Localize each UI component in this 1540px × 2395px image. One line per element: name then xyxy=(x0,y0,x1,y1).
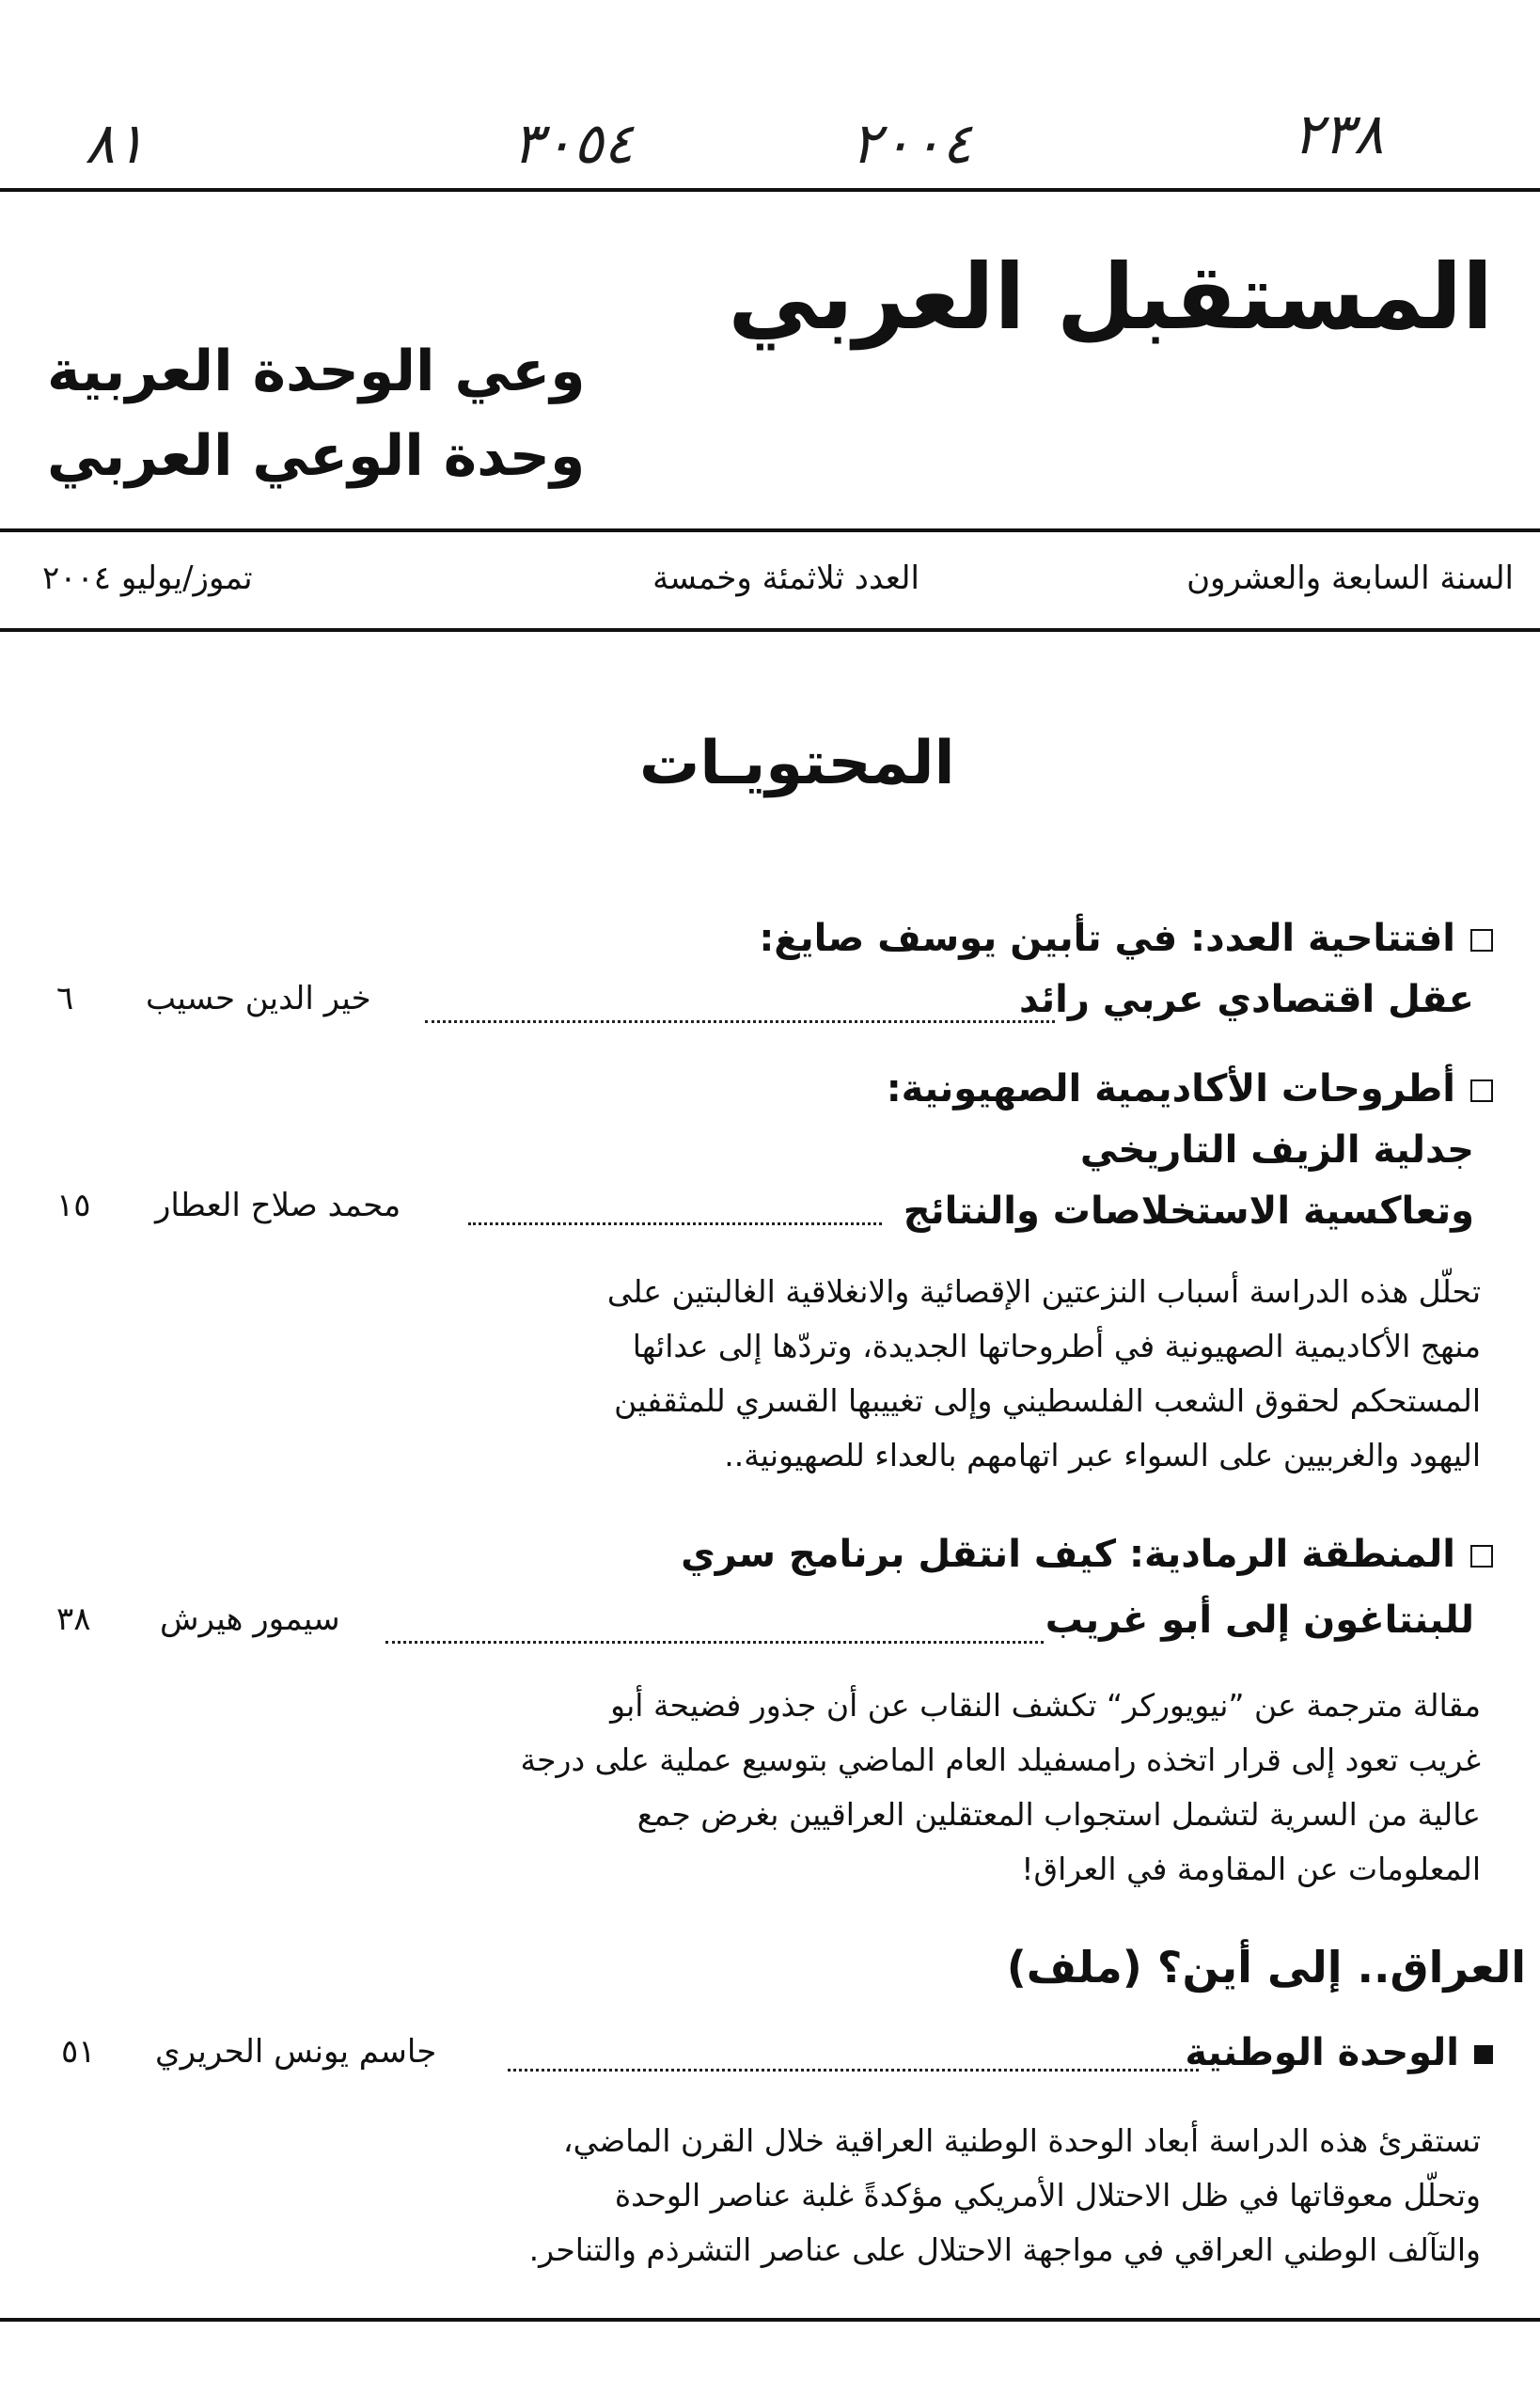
entry-3-desc-line: غريب تعود إلى قرار اتخذه رامسفيلد العام الماضي بتوسيع عملية على درجة xyxy=(520,1741,1481,1778)
entry-3-description xyxy=(287,1678,1481,1897)
square-bullet-icon xyxy=(1474,2045,1493,2064)
entry-1-subtitle: عقل اقتصادي عربي رائد xyxy=(1018,978,1474,1021)
dossier-item-description xyxy=(287,2114,1481,2277)
checkbox-bullet-icon xyxy=(1470,1079,1493,1102)
dossier-desc-line: والتآلف الوطني العراقي في مواجهة الاحتلال على عناصر التشرذم والتناحر. xyxy=(528,2231,1481,2268)
entry-1-page: ٦ xyxy=(56,980,74,1017)
issue-bottom-rule xyxy=(0,628,1540,632)
dossier-leader-dots xyxy=(508,2069,1199,2072)
entry-2-heading: أطروحات الأكاديمية الصهيونية: xyxy=(887,1067,1493,1111)
top-rule xyxy=(0,188,1540,192)
dossier-desc-line: وتحلّل معوقاتها في ظل الاحتلال الأمريكي مؤكدةً غلبة عناصر الوحدة xyxy=(614,2177,1481,2214)
entry-2-desc-line: المستحكم لحقوق الشعب الفلسطيني وإلى تغييبها القسري للمثقفين xyxy=(614,1382,1481,1419)
handwritten-note-4: ٢٣٨ xyxy=(1293,102,1384,167)
entry-1-author: خير الدين حسيب xyxy=(146,980,371,1017)
entry-3-desc-line: مقالة مترجمة عن ”نيويوركر“ تكشف النقاب عن أن جذور فضيحة أبو xyxy=(610,1687,1481,1724)
entry-3-subtitle: للبنتاغون إلى أبو غريب xyxy=(1045,1599,1474,1642)
entry-3-desc-line: المعلومات عن المقاومة في العراق! xyxy=(1021,1851,1481,1887)
entry-2-subtitle-2: وتعاكسية الاستخلاصات والنتائج xyxy=(903,1190,1474,1233)
dossier-item-heading: الوحدة الوطنية xyxy=(1185,2031,1493,2074)
entry-3-desc-line: عالية من السرية لتشمل استجواب المعتقلين العراقيين بغرض جمع xyxy=(636,1796,1481,1833)
bottom-rule xyxy=(0,2318,1540,2322)
entry-2-page: ١٥ xyxy=(56,1187,91,1224)
entry-1-leader-dots xyxy=(425,1020,1055,1023)
dossier-item-author: جاسم يونس الحريري xyxy=(155,2033,437,2071)
handwritten-note-2: ٣٠٥٤ xyxy=(512,111,634,177)
issue-top-rule xyxy=(0,528,1540,532)
checkbox-bullet-icon xyxy=(1470,929,1493,952)
contents-title: المحتويـات xyxy=(639,729,955,798)
entry-2-subtitle-1: جدلية الزيف التاريخي xyxy=(1079,1128,1474,1172)
checkbox-bullet-icon xyxy=(1470,1545,1493,1568)
entry-2-leader-dots xyxy=(468,1222,882,1225)
entry-2-desc-line: اليهود والغربيين على السواء عبر اتهامهم بالعداء للصهيونية.. xyxy=(724,1437,1481,1473)
entry-1-heading: افتتاحية العدد: في تأبين يوسف صايغ: xyxy=(759,917,1493,960)
headline-line-1: وعي الوحدة العربية xyxy=(47,339,586,404)
handwritten-note-1: ٨١ xyxy=(85,111,146,177)
issue-date: تموز/يوليو ٢٠٠٤ xyxy=(42,559,253,597)
handwritten-note-3: ٢٠٠٤ xyxy=(851,111,972,177)
entry-2-desc-line: منهج الأكاديمية الصهيونية في أطروحاتها الجديدة، وتردّها إلى عدائها xyxy=(632,1328,1481,1364)
issue-year: السنة السابعة والعشرون xyxy=(1186,559,1514,597)
entry-3-leader-dots xyxy=(385,1641,1044,1644)
issue-number: العدد ثلاثمئة وخمسة xyxy=(652,559,919,597)
entry-3-heading: المنطقة الرمادية: كيف انتقل برنامج سري xyxy=(681,1533,1493,1576)
masthead-logo: المستقبل العربي xyxy=(728,244,1493,350)
entry-2-desc-line: تحلّل هذه الدراسة أسباب النزعتين الإقصائية والانغلاقية الغالبتين على xyxy=(606,1273,1481,1310)
entry-2-description xyxy=(287,1265,1481,1483)
headline-line-2: وحدة الوعي العربي xyxy=(47,423,586,489)
dossier-item-page: ٥١ xyxy=(61,2033,96,2071)
entry-2-author: محمد صلاح العطار xyxy=(155,1187,401,1224)
entry-3-page: ٣٨ xyxy=(56,1600,91,1638)
entry-3-author: سيمور هيرش xyxy=(160,1600,340,1638)
dossier-title: العراق.. إلى أين؟ (ملف) xyxy=(1006,1942,1526,1993)
dossier-desc-line: تستقرئ هذه الدراسة أبعاد الوحدة الوطنية العراقية خلال القرن الماضي، xyxy=(562,2122,1481,2159)
